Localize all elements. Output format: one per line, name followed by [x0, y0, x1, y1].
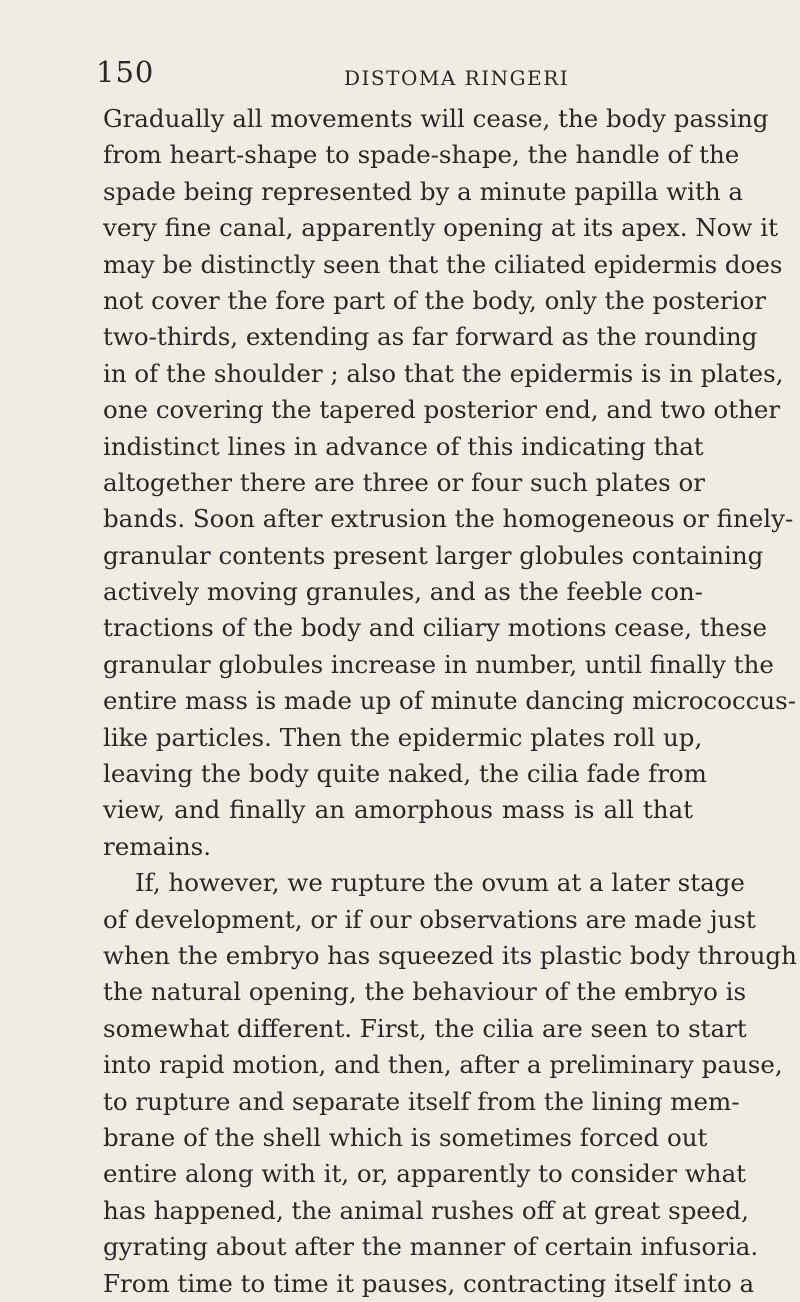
text-line: Gradually all movements will cease, the body passing [103, 104, 769, 133]
text-line: not cover the fore part of the body, only the posterior [103, 285, 766, 315]
text-line: From time to time it pauses, contracting itself into a [103, 1268, 755, 1298]
text-line: in of the shoulder ; also that the epidermis is in plates, [103, 358, 784, 388]
text-line: indistinct lines in advance of this indicating that [103, 431, 704, 461]
text-line: entire along with it, or, apparently to consider what [103, 1159, 747, 1189]
text-line: one covering the tapered posterior end, and two other [103, 395, 781, 425]
text-line: may be distinctly seen that the ciliated epidermis does [103, 249, 783, 279]
text-line: when the embryo has squeezed its plastic body through [103, 940, 797, 970]
text-line: from heart-shape to spade-shape, the handle of the [103, 140, 740, 170]
paragraph-1 [103, 101, 797, 865]
text-line: brane of the shell which is sometimes forced out [103, 1122, 708, 1152]
text-line: altogether there are three or four such plates or [103, 467, 705, 497]
text-line: tractions of the body and ciliary motions cease, these [103, 613, 767, 643]
running-title: DISTOMA RINGERI [344, 66, 570, 90]
page-number: 150 [96, 55, 155, 89]
text-line: granular globules increase in number, until finally the [103, 649, 774, 679]
body-text [103, 101, 797, 1302]
text-line: view, and finally an amorphous mass is all that [103, 795, 693, 825]
text-line: gyrating about after the manner of certain infusoria. [103, 1232, 759, 1262]
text-line: remains. [103, 831, 212, 861]
text-line: entire mass is made up of minute dancing micrococcus- [103, 686, 797, 716]
text-line: into rapid motion, and then, after a preliminary pause, [103, 1050, 783, 1080]
text-line: If, however, we rupture the ovum at a later stage [135, 868, 745, 898]
text-line: leaving the body quite naked, the cilia fade from [103, 759, 707, 789]
text-line: bands. Soon after extrusion the homogeneous or finely- [103, 504, 794, 534]
text-line: the natural opening, the behaviour of the embryo is [103, 977, 747, 1007]
text-line: has happened, the animal rushes off at great speed, [103, 1195, 749, 1225]
text-line: actively moving granules, and as the feeble con- [103, 577, 703, 607]
text-line: to rupture and separate itself from the lining mem- [103, 1086, 740, 1116]
text-line: of development, or if our observations are made just [103, 904, 756, 934]
text-line: very fine canal, apparently opening at its apex. Now it [103, 213, 778, 243]
text-line: somewhat different. First, the cilia are seen to start [103, 1013, 747, 1043]
text-line: spade being represented by a minute papilla with a [103, 176, 744, 206]
running-header [0, 52, 800, 96]
paragraph-2 [103, 865, 797, 1302]
text-line: granular contents present larger globules containing [103, 540, 764, 570]
text-line: two-thirds, extending as far forward as the rounding [103, 322, 758, 352]
text-line: like particles. Then the epidermic plates roll up, [103, 722, 703, 752]
